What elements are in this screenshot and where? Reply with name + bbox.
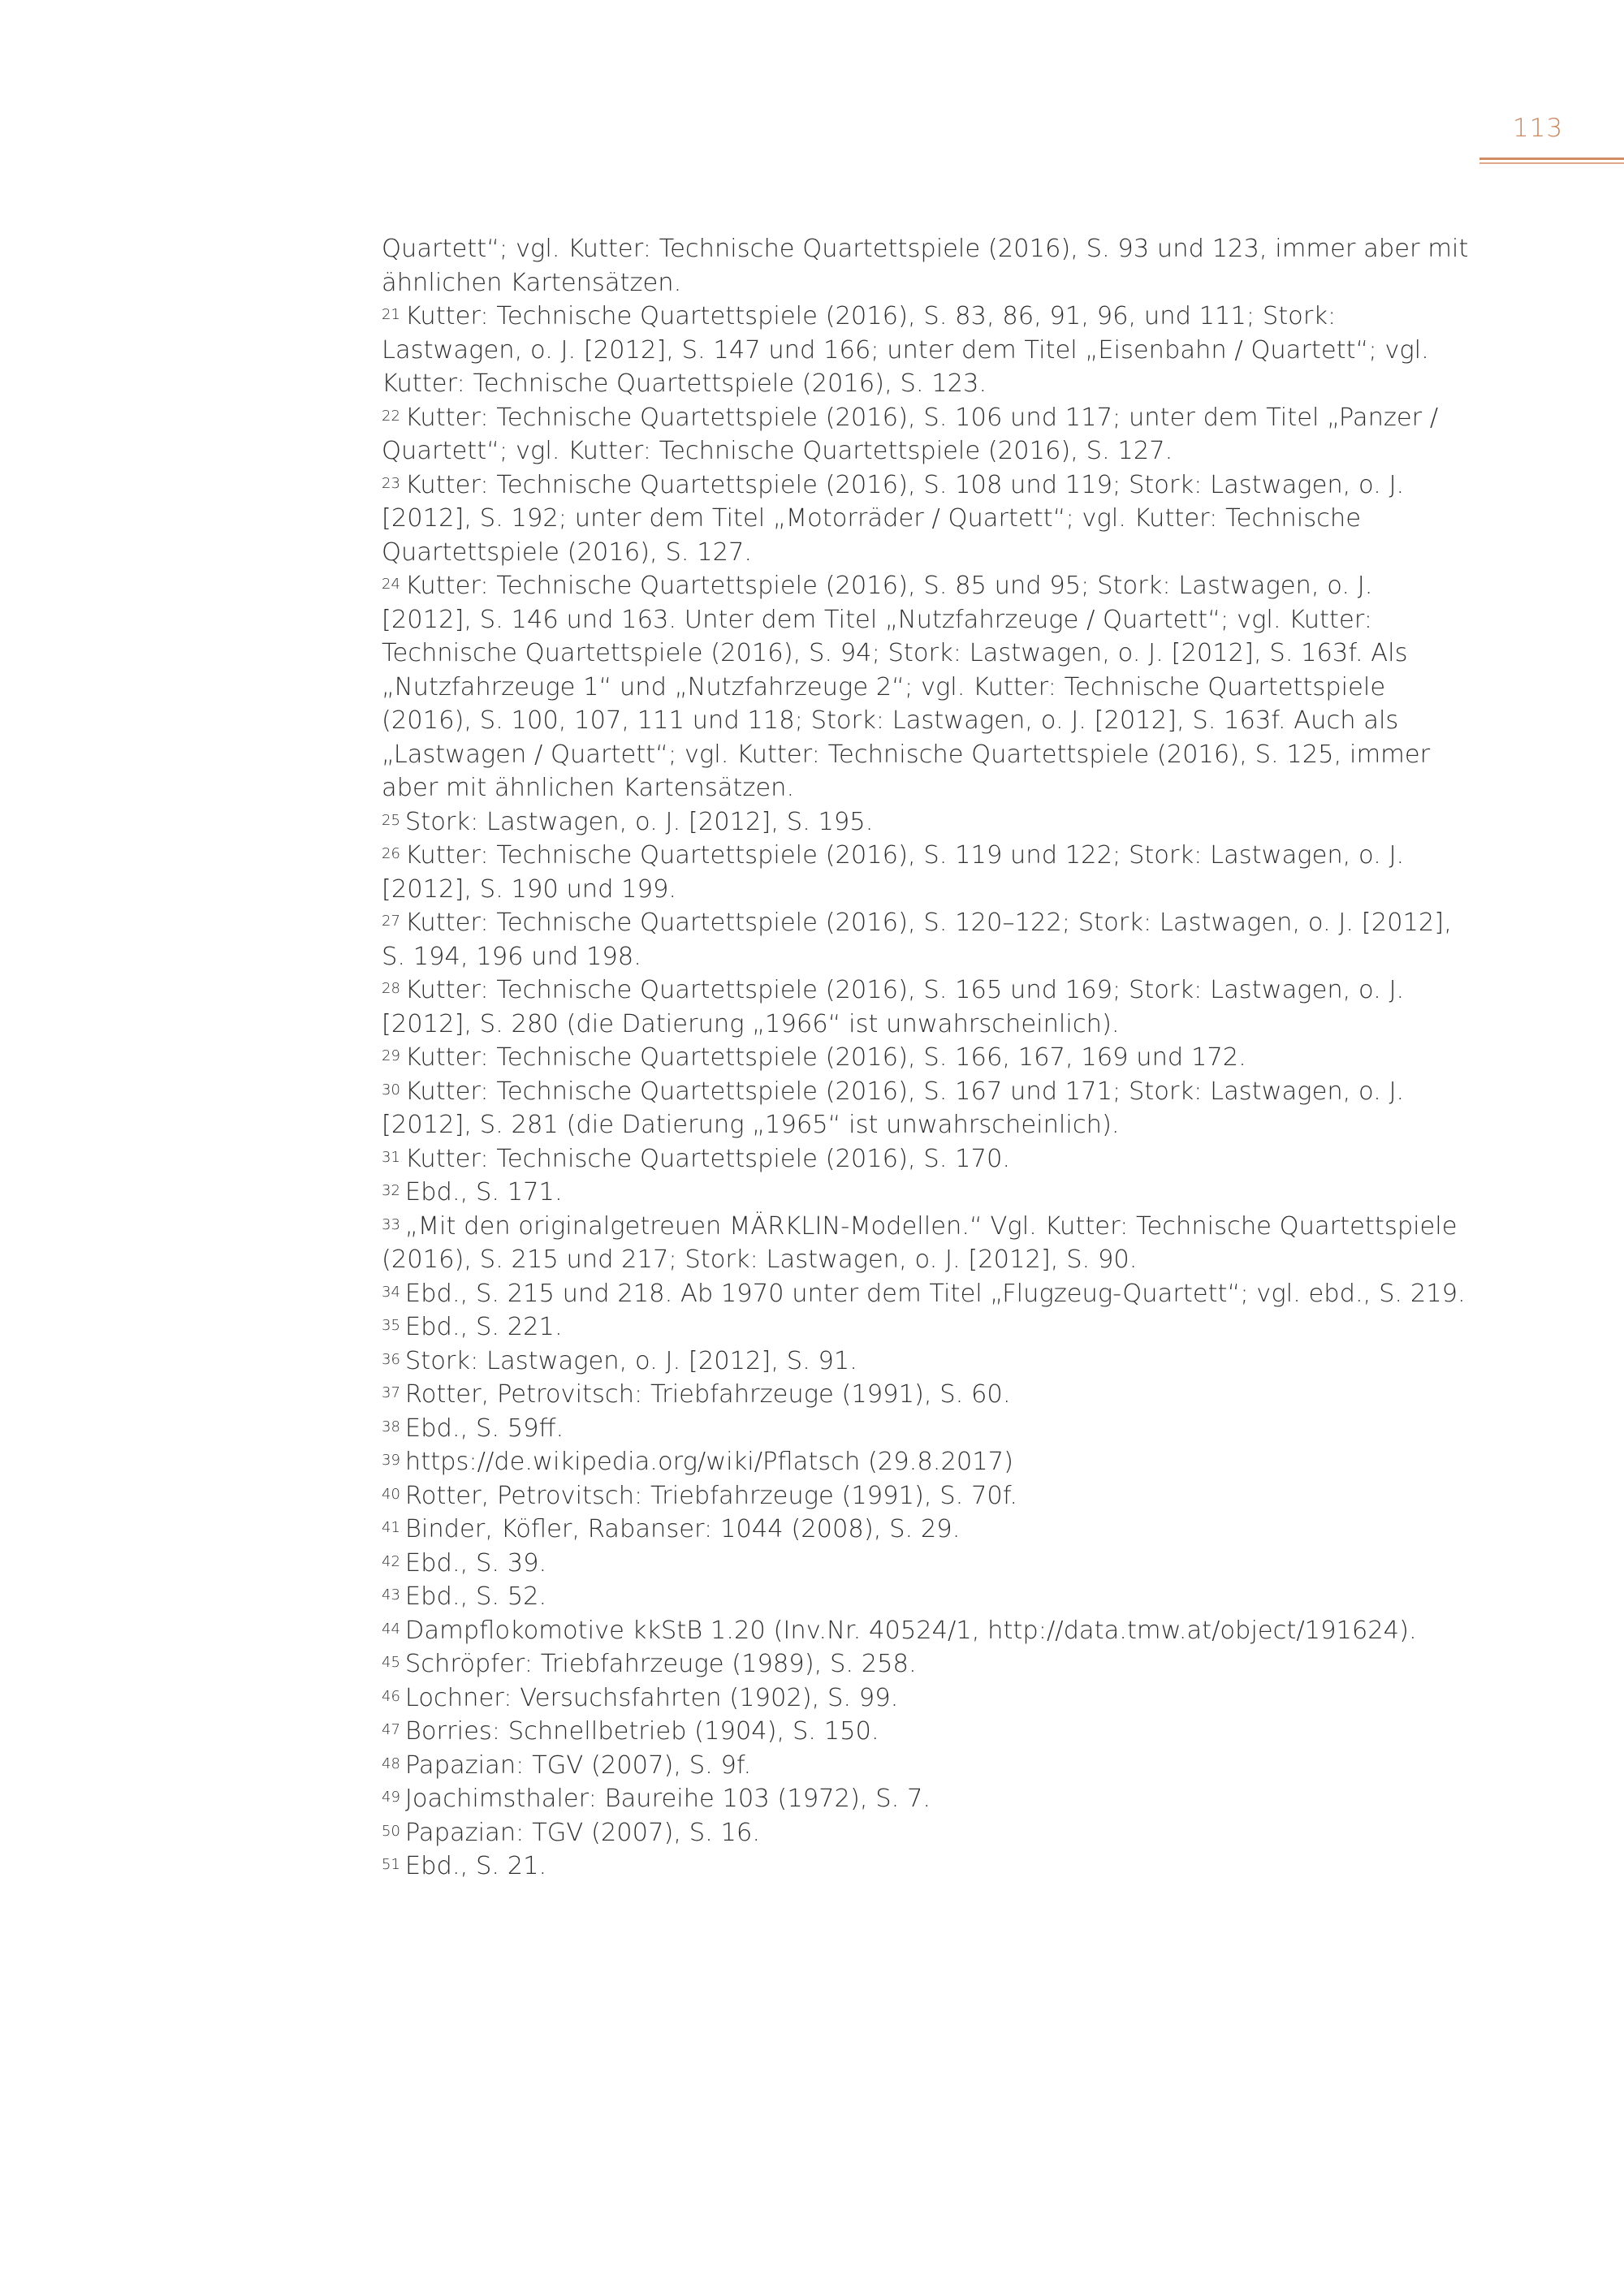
footnote [382, 805, 1470, 840]
footnote-number: 30 [382, 1081, 400, 1099]
footnote [382, 569, 1470, 805]
footnote [382, 1547, 1470, 1581]
footnote-text: https://de.wikipedia.org/wiki/Pflatsch (29.8.2017) [404, 1448, 1013, 1476]
footnote [382, 1715, 1470, 1749]
footnote-text: Borries: Schnellbetrieb (1904), S. 150. [404, 1717, 879, 1746]
footnote-number: 51 [382, 1856, 400, 1873]
footnote-number: 46 [382, 1687, 400, 1705]
footnote-number: 31 [382, 1148, 400, 1166]
footnote [382, 300, 1470, 401]
footnote-number: 27 [382, 913, 400, 930]
footnote [382, 1513, 1470, 1547]
footnote-number: 29 [382, 1047, 400, 1064]
footnote [382, 1816, 1470, 1850]
footnote-text: „Mit den originalgetreuen MÄRKLIN-Modellen.“ Vgl. Kutter: Technische Quartettspiele (2016), S. 215 und 217; Stork: Lastwagen, o. J. [2012], S. 90. [382, 1211, 1458, 1274]
footnote [382, 1580, 1470, 1614]
footnote-text: Ebd., S. 171. [404, 1178, 563, 1206]
footnote-text: Ebd., S. 215 und 218. Ab 1970 unter dem Titel „Flugzeug-Quartett“; vgl. ebd., S. 219. [404, 1279, 1466, 1308]
footnote [382, 1782, 1470, 1816]
footnote-text: Ebd., S. 59ff. [404, 1414, 564, 1443]
footnote [382, 1310, 1470, 1345]
footnote-text: Papazian: TGV (2007), S. 16. [404, 1818, 761, 1847]
footnote-number: 26 [382, 845, 400, 862]
footnote-text: Joachimsthaler: Baureihe 103 (1972), S. 7. [404, 1785, 931, 1813]
footnote [382, 1749, 1470, 1783]
footnote-text: Kutter: Technische Quartettspiele (2016), S. 167 und 171; Stork: Lastwagen, o. J. [2012], S. 281 (die Datierung „1965“ ist unwahrscheinlich). [382, 1077, 1405, 1139]
footnote-number: 47 [382, 1721, 400, 1738]
footnote-number: 41 [382, 1519, 400, 1536]
footnote [382, 973, 1470, 1041]
footnote-text: Ebd., S. 221. [404, 1313, 563, 1341]
footnote-number: 50 [382, 1822, 400, 1840]
footnote-text: Ebd., S. 21. [404, 1852, 547, 1880]
footnote [382, 1412, 1470, 1446]
footnote [382, 1850, 1470, 1884]
footnote [382, 1445, 1470, 1479]
footnote [382, 401, 1470, 468]
footnote-number: 35 [382, 1317, 400, 1334]
footnote-text: Quartett“; vgl. Kutter: Technische Quartettspiele (2016), S. 93 und 123, immer aber mit ähnlichen Kartensätzen. [382, 235, 1469, 297]
footnote [382, 839, 1470, 906]
footnote-text: Stork: Lastwagen, o. J. [2012], S. 195. [404, 807, 874, 836]
footnote-text: Papazian: TGV (2007), S. 9f. [404, 1750, 752, 1780]
footnote [382, 468, 1470, 570]
footnote [382, 1681, 1470, 1716]
footnote-text: Kutter: Technische Quartettspiele (2016), S. 119 und 122; Stork: Lastwagen, o. J. [2012], S. 190 und 199. [382, 841, 1405, 904]
footnote-text: Kutter: Technische Quartettspiele (2016), S. 120–122; Stork: Lastwagen, o. J. [2012], S. 194, 196 und 198. [382, 909, 1452, 971]
footnote-text: Schröpfer: Triebfahrzeuge (1989), S. 258. [404, 1650, 917, 1678]
footnote-number: 23 [382, 474, 400, 492]
footnote-number: 22 [382, 407, 400, 425]
footnote [382, 232, 1470, 300]
footnote-text: Stork: Lastwagen, o. J. [2012], S. 91. [404, 1346, 857, 1375]
footnote-number: 24 [382, 576, 400, 593]
footnote [382, 1142, 1470, 1176]
footnote-text: Kutter: Technische Quartettspiele (2016), S. 166, 167, 169 und 172. [404, 1043, 1246, 1072]
footnote-number: 48 [382, 1755, 400, 1772]
footnote [382, 1210, 1470, 1277]
footnote-text: Ebd., S. 52. [404, 1582, 547, 1611]
footnote-number: 36 [382, 1350, 400, 1368]
footnote [382, 1647, 1470, 1681]
footnote [382, 1614, 1470, 1648]
footnote-text: Kutter: Technische Quartettspiele (2016), S. 83, 86, 91, 96, und 111; Stork: Lastwagen, o. J. [2012], S. 147 und 166; unter dem Titel „Eisenbahn / Quartett“; vgl. Kutter: Technische Quartettspiele (2016), S. 123. [382, 302, 1429, 398]
footnote-number: 37 [382, 1384, 400, 1401]
footnote [382, 1075, 1470, 1142]
footnote-number: 42 [382, 1552, 400, 1570]
footnote-number: 33 [382, 1215, 400, 1233]
header-rule-secondary [1479, 162, 1624, 164]
footnote [382, 1378, 1470, 1412]
footnote-number: 34 [382, 1283, 400, 1301]
footnote [382, 906, 1470, 973]
footnote-number: 38 [382, 1418, 400, 1435]
footnote-text: Kutter: Technische Quartettspiele (2016), S. 108 und 119; Stork: Lastwagen, o. J. [2012], S. 192; unter dem Titel „Motorräder / Quartett“; vgl. Kutter: Technische Quartettspiele (2016), S. 127. [382, 470, 1405, 567]
footnote-text: Kutter: Technische Quartettspiele (2016), S. 165 und 169; Stork: Lastwagen, o. J. [2012], S. 280 (die Datierung „1966“ ist unwahrscheinlich). [382, 976, 1405, 1038]
footnote-text: Kutter: Technische Quartettspiele (2016), S. 85 und 95; Stork: Lastwagen, o. J. [2012], S. 146 und 163. Unter dem Titel „Nutzfahrzeuge / Quartett“; vgl. Kutter: Technische Quartettspiele (2016), S. 94; Stork: Lastwagen, o. J. [2012], S. 163f. Als „Nutzfahrzeuge 1“ und „Nutzfahrzeuge 2“; vgl. Kutter: Technische Quartettspiele (2016), S. 100, 107, 111 und 118; Stork: Lastwagen, o. J. [2012], S. 163f. Auch als „Lastwagen / Quartett“; vgl. Kutter: Technische Quartettspiele (2016), S. 125, immer aber mit ähnlichen Kartensätzen. [382, 572, 1431, 802]
footnote [382, 1277, 1470, 1311]
footnote-text: Ebd., S. 39. [404, 1548, 547, 1578]
footnote-number: 45 [382, 1654, 400, 1671]
footnote-number: 49 [382, 1789, 400, 1806]
footnote [382, 1479, 1470, 1513]
footnote-number: 39 [382, 1452, 400, 1469]
footnote-number: 28 [382, 980, 400, 997]
footnote-text: Lochner: Versuchsfahrten (1902), S. 99. [404, 1683, 899, 1712]
footnote-number: 43 [382, 1586, 400, 1604]
footnote-text: Kutter: Technische Quartettspiele (2016), S. 106 und 117; unter dem Titel „Panzer / Quartett“; vgl. Kutter: Technische Quartettspiele (2016), S. 127. [382, 403, 1439, 465]
footnote-text: Binder, Köfler, Rabanser: 1044 (2008), S. 29. [404, 1515, 961, 1543]
footnote-number: 44 [382, 1620, 400, 1638]
footnote-number: 25 [382, 811, 400, 829]
footnote-number: 32 [382, 1182, 400, 1199]
footnote [382, 1041, 1470, 1075]
footnote-text: Rotter, Petrovitsch: Triebfahrzeuge (1991), S. 60. [404, 1380, 1011, 1409]
footnote-number: 40 [382, 1485, 400, 1503]
header-rule [1479, 158, 1624, 160]
footnote [382, 1176, 1470, 1210]
footnote-text: Kutter: Technische Quartettspiele (2016), S. 170. [404, 1144, 1011, 1173]
footnotes-list [382, 232, 1470, 1884]
footnote-number: 21 [382, 306, 400, 323]
footnote-text: Dampflokomotive kkStB 1.20 (Inv.Nr. 40524/1, http://data.tmw.at/object/191624). [404, 1616, 1417, 1645]
page-number: 113 [1512, 114, 1564, 143]
footnote-text: Rotter, Petrovitsch: Triebfahrzeuge (1991), S. 70f. [404, 1481, 1018, 1510]
footnote [382, 1345, 1470, 1379]
